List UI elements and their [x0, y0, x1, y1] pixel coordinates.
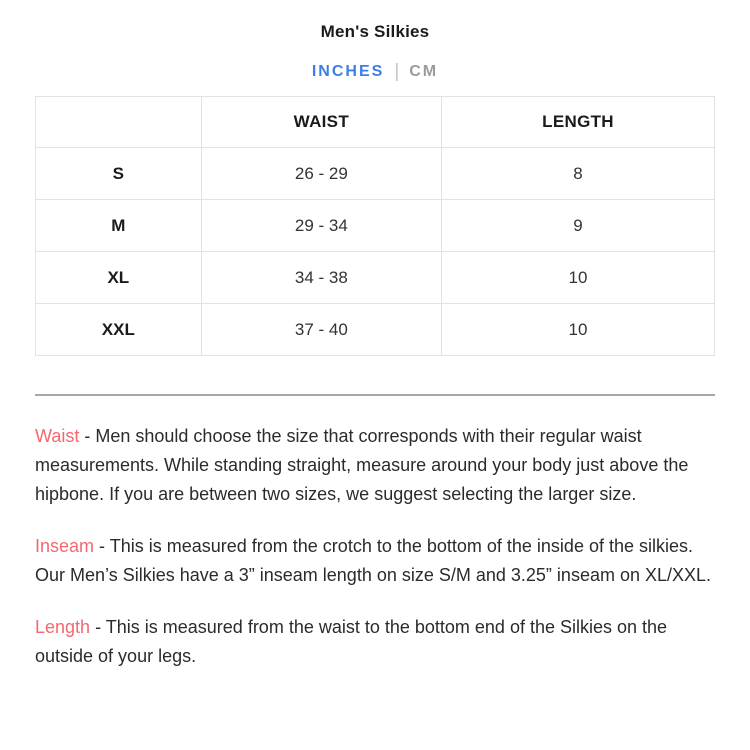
note-text: Men should choose the size that corresponds with their regular waist measurements. While standing straight, measure around your body just above the hipbone. If you are between two sizes, we suggest selecting the larger size. [35, 426, 689, 504]
length-cell: 10 [442, 304, 715, 356]
note-separator: - [95, 617, 102, 637]
waist-cell: 26 - 29 [201, 148, 441, 200]
size-table [35, 96, 715, 356]
page-title: Men's Silkies [320, 22, 430, 41]
note-length [35, 613, 715, 671]
table-row [36, 252, 715, 304]
waist-cell: 34 - 38 [201, 252, 441, 304]
note-inseam [35, 532, 715, 590]
col-header-length: LENGTH [442, 97, 715, 148]
col-header-size [36, 97, 202, 148]
size-cell: M [36, 200, 202, 252]
note-text: This is measured from the waist to the bottom end of the Silkies on the outside of your legs. [35, 617, 668, 666]
unit-separator: | [394, 61, 400, 82]
unit-option-cm[interactable]: CM [409, 63, 439, 80]
length-cell: 8 [442, 148, 715, 200]
note-text: This is measured from the crotch to the bottom of the inside of the silkies. Our Men’s Silkies have a 3” inseam length on size S/M and 3.25” inseam on XL/XXL. [35, 536, 712, 585]
note-separator: - [99, 536, 106, 556]
note-separator: - [84, 426, 91, 446]
size-cell: XXL [36, 304, 202, 356]
table-row [36, 148, 715, 200]
measurement-notes [35, 422, 715, 671]
table-header-row [36, 97, 715, 148]
note-term: Waist [35, 426, 80, 446]
section-divider [35, 394, 715, 396]
size-cell: S [36, 148, 202, 200]
size-cell: XL [36, 252, 202, 304]
table-row [36, 200, 715, 252]
unit-option-inches[interactable]: INCHES [311, 63, 385, 80]
waist-cell: 37 - 40 [201, 304, 441, 356]
length-cell: 9 [442, 200, 715, 252]
note-term: Inseam [35, 536, 95, 556]
unit-toggle [35, 61, 715, 83]
table-row [36, 304, 715, 356]
waist-cell: 29 - 34 [201, 200, 441, 252]
note-waist [35, 422, 715, 509]
length-cell: 10 [442, 252, 715, 304]
col-header-waist: WAIST [201, 97, 441, 148]
note-term: Length [35, 617, 91, 637]
